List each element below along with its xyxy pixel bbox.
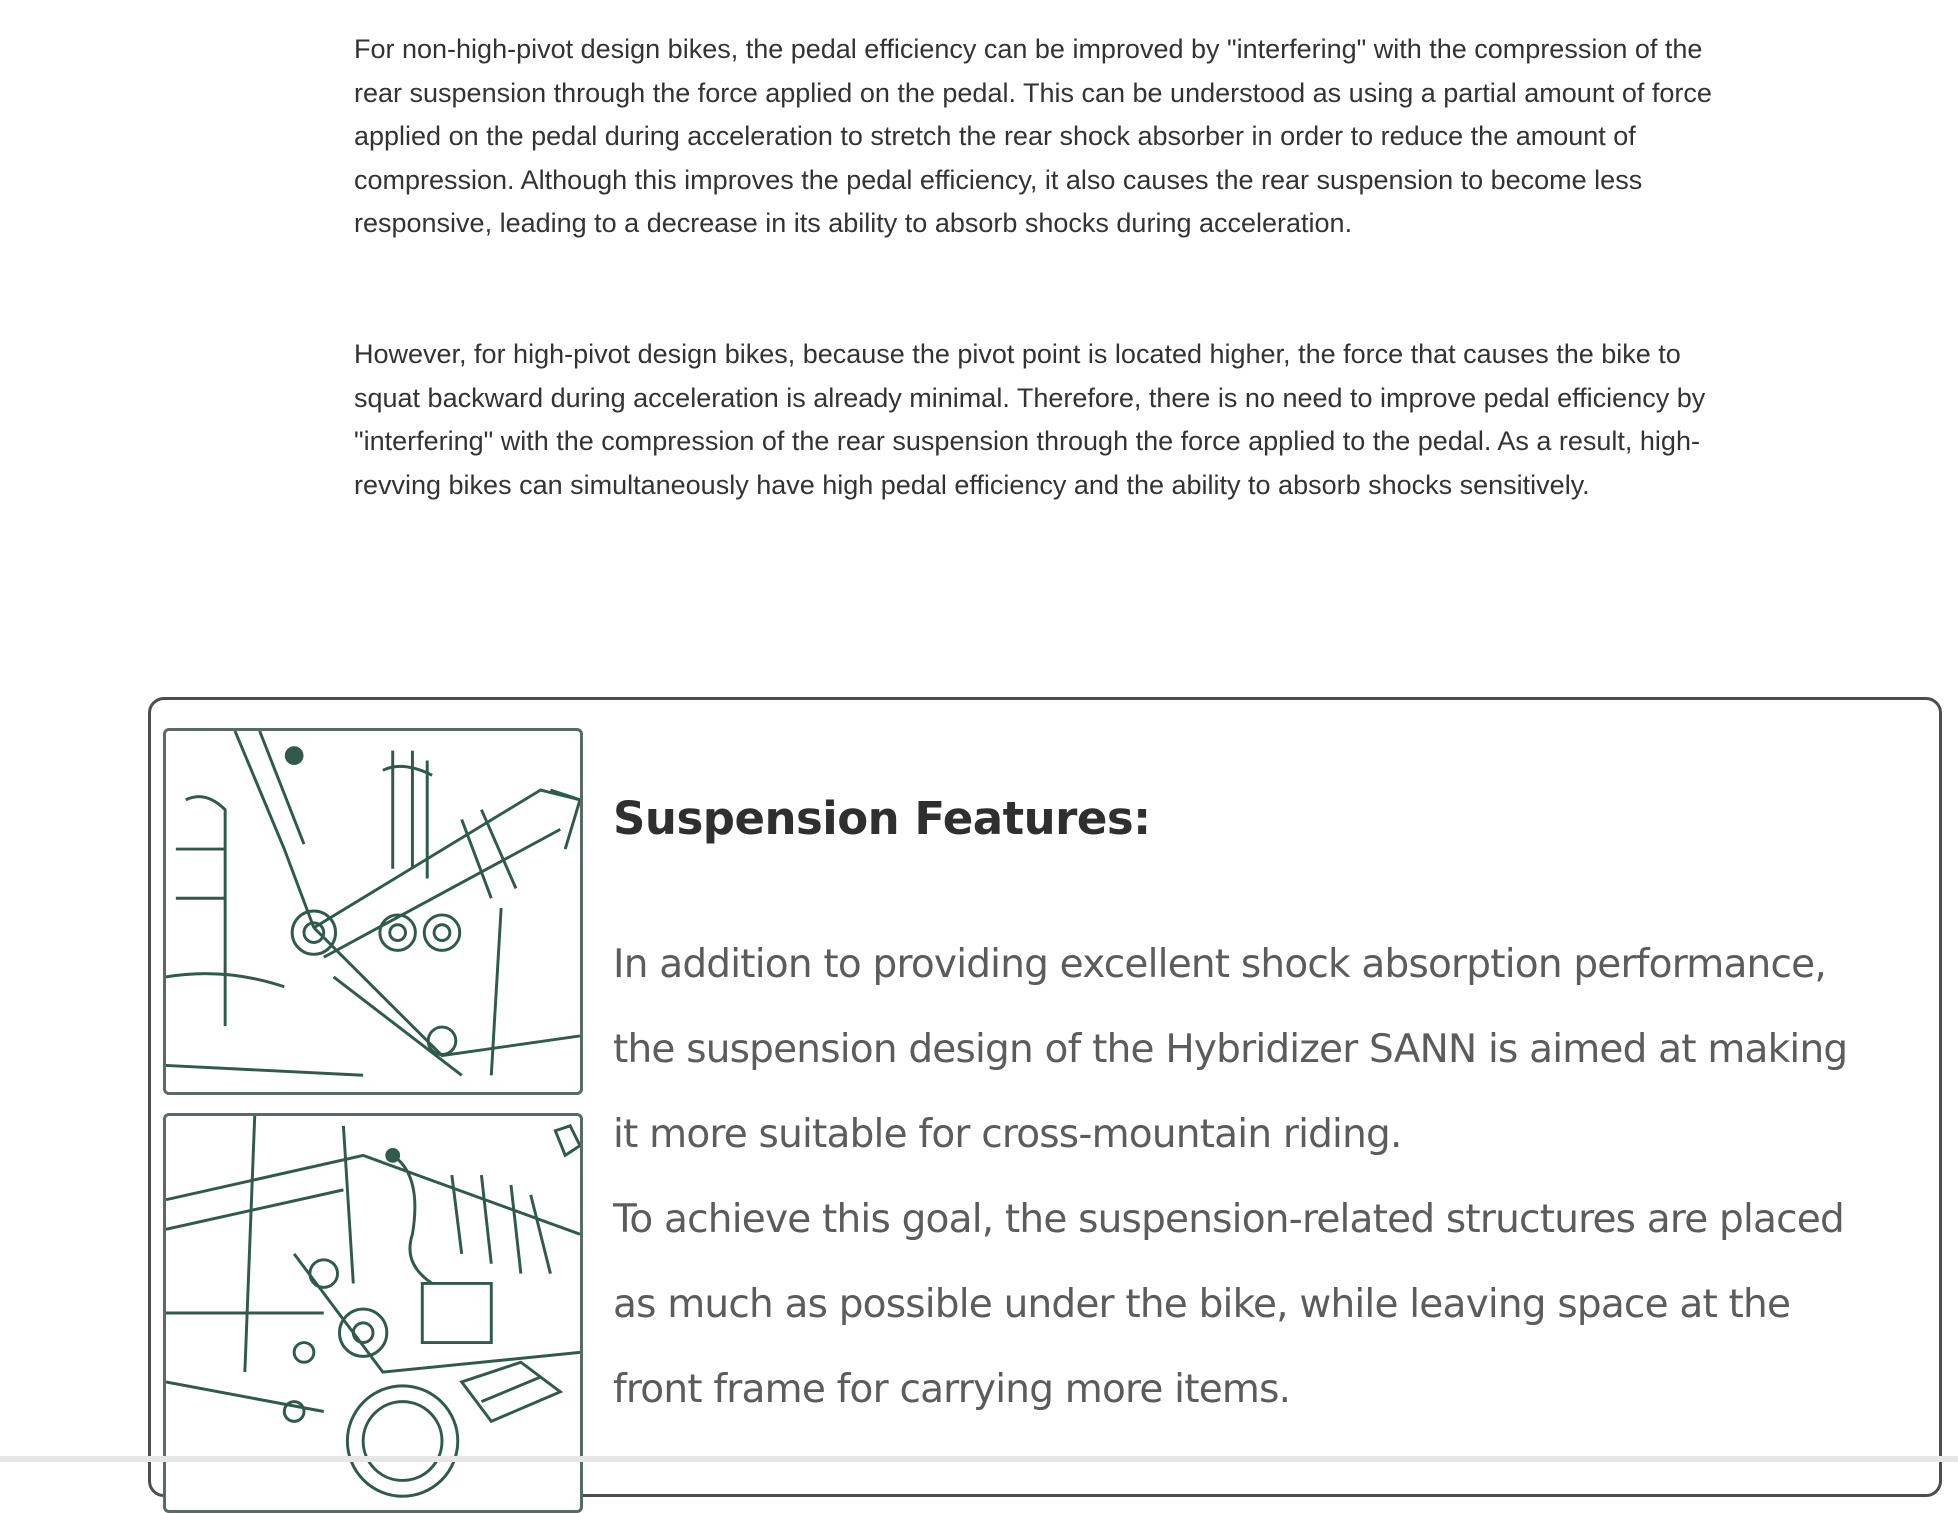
rear-shock-drivetrain-illustration <box>163 1113 583 1513</box>
feature-line: In addition to providing excellent shock absorption performance, <box>613 942 1826 987</box>
feature-title: Suspension Features: <box>613 792 1151 845</box>
feature-line: front frame for carrying more items. <box>613 1367 1291 1412</box>
page-bottom-divider <box>0 1456 1958 1462</box>
feature-line: as much as possible under the bike, while leaving space at the <box>613 1282 1791 1327</box>
paragraph-non-high-pivot: For non-high-pivot design bikes, the pedal efficiency can be improved by "interfering" with the compression of the rear suspension through the force applied on the pedal. This can be understood as using a partial amount of force applied on the pedal during acceleration to stretch the rear shock absorber in order to reduce the amount of compression. Although this improves the pedal efficiency, it also causes the rear suspension to become less responsive, leading to a decrease in its ability to absorb shocks during acceleration. <box>354 34 1712 239</box>
suspension-linkage-illustration <box>163 728 583 1095</box>
paragraph-high-pivot: However, for high-pivot design bikes, because the pivot point is located higher, the force that causes the bike to squat backward during acceleration is already minimal. Therefore, there is no need to improve pedal efficiency by "interfering" with the compression of the rear suspension through the force applied to the pedal. As a result, high-revving bikes can simultaneously have high pedal efficiency and the ability to absorb shocks sensitively. <box>354 338 1706 500</box>
feature-line: it more suitable for cross-mountain riding. <box>613 1112 1402 1157</box>
feature-line: the suspension design of the Hybridizer SANN is aimed at making <box>613 1027 1848 1072</box>
feature-description <box>613 922 1933 1432</box>
feature-line: To achieve this goal, the suspension-related structures are placed <box>613 1197 1844 1242</box>
suspension-features-card <box>148 697 1942 1497</box>
article-body <box>354 28 1754 507</box>
